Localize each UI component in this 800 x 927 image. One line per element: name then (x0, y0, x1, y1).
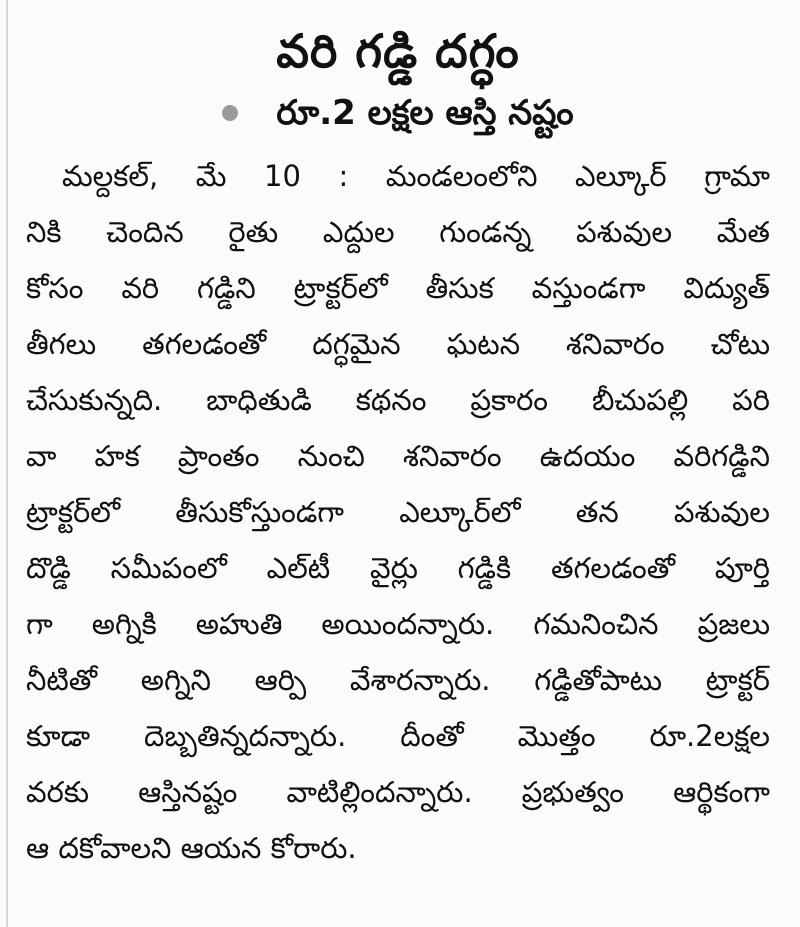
headline: వరి గడ్డి దగ్ధం (276, 24, 520, 78)
subheadline: రూ.2 లక్షల ఆస్తి నష్టం (276, 93, 574, 133)
article-line: మల్దకల్, మే 10 : మండలంలోని ఎల్కూర్ గ్రామా (62, 159, 770, 193)
article-body (26, 148, 770, 876)
article-line: ఆ దకోవాలని ఆయన కోరారు. (26, 831, 357, 865)
article-line: ట్రాక్టర్‌లో తీసుకోస్తుండగా ఎల్కూర్‌లో తన పశువుల (26, 495, 770, 529)
article-line: దొడ్డి సమీపంలో ఎల్‌టీ వైర్లు గడ్డికి తగలడంతో పూర్తి (26, 551, 770, 585)
article-line: గా అగ్నికి అహుతి అయిందన్నారు. గమనించిన ప్రజలు (26, 607, 770, 641)
article-line: నీటితో అగ్నిని ఆర్పి వేశారన్నారు. గడ్డితోపాటు ట్రాక్టర్ (26, 663, 770, 697)
article-line: చేసుకున్నది. బాధితుడి కథనం ప్రకారం బీచుపల్లి పరి (26, 383, 770, 417)
article-line: వరకు ఆస్తినష్టం వాటిల్లిందన్నారు. ప్రభుత్వం ఆర్థికంగా (26, 775, 770, 809)
bullet-icon (222, 105, 238, 121)
article-line: నికి చెందిన రైతు ఎద్దుల గుండన్న పశువుల మేత (26, 215, 770, 249)
article-line: తీగలు తగలడంతో దగ్ధమైన ఘటన శనివారం చోటు (26, 327, 770, 361)
article-line: కూడా దెబ్బతిన్నదన్నారు. దీంతో మొత్తం రూ.2లక్షల (26, 719, 770, 753)
article-line: కోసం వరి గడ్డిని ట్రాక్టర్‌లో తీసుక వస్తుండగా విద్యుత్ (26, 271, 770, 305)
subheadline-row (26, 88, 770, 138)
article-line: వా హక ప్రాంతం నుంచి శనివారం ఉదయం వరిగడ్డిని (26, 439, 770, 473)
column-divider (6, 0, 8, 927)
